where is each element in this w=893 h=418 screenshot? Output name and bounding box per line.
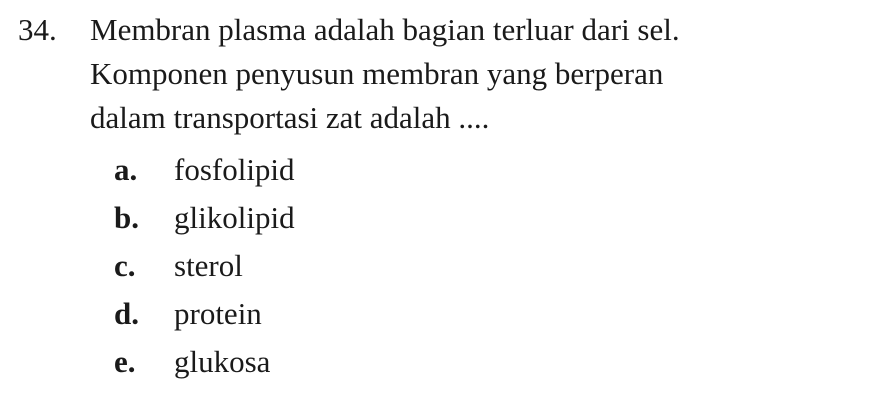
question-block bbox=[0, 8, 893, 386]
option-letter: b. bbox=[114, 200, 139, 235]
option-letter: c. bbox=[114, 248, 136, 283]
answer-options-list bbox=[90, 146, 850, 386]
answer-option-a[interactable] bbox=[114, 146, 850, 194]
option-text: fosfolipid bbox=[174, 152, 295, 187]
option-text: protein bbox=[174, 296, 262, 331]
question-number: 34. bbox=[18, 12, 57, 47]
answer-option-e[interactable] bbox=[114, 338, 850, 386]
answer-option-c[interactable] bbox=[114, 242, 850, 290]
question-stem-line: dalam transportasi zat adalah .... bbox=[90, 100, 490, 135]
option-letter: d. bbox=[114, 296, 139, 331]
option-letter: e. bbox=[114, 344, 136, 379]
answer-option-d[interactable] bbox=[114, 290, 850, 338]
option-text: glukosa bbox=[174, 344, 271, 379]
option-text: sterol bbox=[174, 248, 243, 283]
question-stem-line: Membran plasma adalah bagian terluar dari sel. bbox=[90, 12, 680, 47]
question-stem-line: Komponen penyusun membran yang berperan bbox=[90, 56, 664, 91]
answer-option-b[interactable] bbox=[114, 194, 850, 242]
option-letter: a. bbox=[114, 152, 138, 187]
option-text: glikolipid bbox=[174, 200, 295, 235]
question-stem bbox=[90, 8, 850, 140]
question-body bbox=[90, 8, 850, 386]
